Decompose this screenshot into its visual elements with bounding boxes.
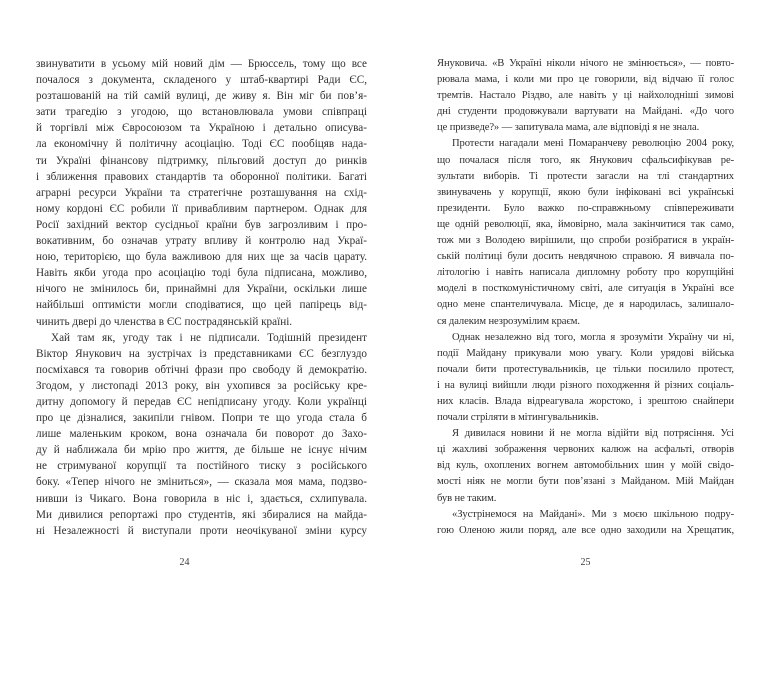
page-number: 25 <box>580 557 591 568</box>
text-line: звинуватити в усьому мій новий дім — Брюссель, тому що все <box>36 58 367 70</box>
text-line: Протести нагадали мені Помаранчеву революцію 2004 року, <box>452 138 734 150</box>
text-line: ській політиці були досить невдячною справою. Я вивчала по- <box>437 251 734 263</box>
text-line: «Зустрінемося на Майдані». Ми з моєю шкільною подру- <box>452 508 734 520</box>
text-line: літологію і навіть написала дипломну роботу про корупційні <box>437 267 734 279</box>
text-line: зати трагедію з угодою, що встановлювала умови співпраці <box>36 106 367 119</box>
text-line: посміхався та говорив обтічні фрази про свободу й демократію. <box>36 363 367 376</box>
text-line: лише маленьким кроком, вона означала би поворот до Захо- <box>36 428 367 441</box>
text-line: зультати виборів. Ті протести загасли на тлі стандартних <box>437 170 734 182</box>
text-line: президенти. Було важко по-справжньому співпереживати <box>437 202 734 214</box>
text-line: нивши із Чикаго. Вона говорила в ніс і, здається, схлипувала. <box>36 492 367 505</box>
text-line: боку. «Тепер нічого не зміниться», — сказала моя мама, подзво- <box>36 476 367 489</box>
text-line: Януковича. «В Україні ніколи нічого не змінюється», — повто- <box>437 58 734 69</box>
text-line: Навіть якби угода про асоціацію тоді була підписана, можливо, <box>36 267 367 280</box>
page-24 <box>36 56 367 568</box>
text-line: і на вулиці вийшли люди різного походження й різних соціаль- <box>437 379 734 391</box>
text-line: найбільші оптимісти могли сподіватися, що цей папірець від- <box>36 299 367 312</box>
text-line: почалося з документа, складеного у штаб-квартирі Ради ЄС, <box>36 74 367 87</box>
text-line: від куль, охоплених вогнем автомобільних шин у моїй свідо- <box>437 460 734 472</box>
text-line: ся далеким незрозумілим краєм. <box>437 315 580 327</box>
text-line: тож ми з Володею вирішили, що спроби розібратися в україн- <box>437 235 734 247</box>
text-line: дні студенти продовжували вартувати на Майдані. «До чого <box>437 106 734 118</box>
text-line: Згодом, у листопаді 2013 року, він ухопився за російську кре- <box>36 379 367 392</box>
text-line: моделі в посткомуністичному світі, але ситуація в Україні все <box>437 283 734 295</box>
text-line: ною, територією, що була важливою для них ще за часів царату. <box>36 251 367 264</box>
text-line: гою Оленою жили поряд, але все одно заходили на Хрещатик, <box>437 524 734 536</box>
text-line: рювала мама, і коли ми про це говорили, від відчаю її голос <box>437 74 734 86</box>
text-line: ному кордоні ЄС робили її привабливим партнером. Однак для <box>36 202 367 215</box>
text-line: Однак незалежно від того, могла я зрозуміти Україну чи ні, <box>452 331 734 343</box>
text-line: про це дізналися, закипіли гнівом. Попри те що угода стала б <box>36 412 367 425</box>
text-line: ці жахливі зображення червоних калюж на асфальті, отворів <box>437 444 734 456</box>
text-line: них класів. Влада відреагувала жорстоко, і зрештою снайпери <box>437 395 734 407</box>
page-24-text <box>36 56 367 539</box>
text-line: події Майдану прикували мою увагу. Коли урядові війська <box>437 347 734 359</box>
text-line: це призведе?» — запитувала мама, але відповіді я не знала. <box>437 122 700 134</box>
text-line: почали стріляти в мітингувальників. <box>437 412 599 424</box>
text-line: ні Незалежності й виступали проти неочікуваної зміни курсу <box>36 524 367 537</box>
text-line: розташованій на тій самій вулиці, де живу я. Він міг би пов’я- <box>36 90 367 103</box>
text-line: дитну допомогу й передав ЄС непідписану угоду. Коли українці <box>36 395 367 408</box>
page-25-text <box>437 56 734 539</box>
text-line: ду й наближала би мрію про життя, де більше не існує нічим <box>36 444 367 457</box>
text-line: почали бити протестувальників, це тільки посилило протест, <box>437 363 734 375</box>
text-line: Хай там як, угоду так і не підписали. Тодішній президент <box>51 331 367 344</box>
text-line: тремтів. Настало Різдво, але навіть у ці найхолодніші зимові <box>437 90 734 102</box>
text-line: мості ніяк не могли бути пов’язані з Майданом. Мій Майдан <box>437 476 734 488</box>
text-line: Ми дивилися репортажі про студентів, які збиралися на майда- <box>36 508 367 521</box>
page-25 <box>437 56 734 568</box>
text-line: нічого не змінилось би, принаймні для України, оскільки лише <box>36 283 367 296</box>
text-line: одно мене спантеличувала. Місце, де я народилась, залишало- <box>437 299 734 311</box>
text-line: чинить двері до членства в ЄС пострадянській країні. <box>36 315 293 328</box>
text-line: ла економічну й політичну асоціацію. Тоді ЄС пообіцяв нада- <box>36 138 367 151</box>
text-line: Росії західний вектор сусідньої країни був загрозливим і про- <box>36 218 367 231</box>
text-line: Я дивилася новини й не могла відійти від потрясіння. Усі <box>452 428 734 440</box>
text-line: звинувачень у корупції, якою були інфіковані всі українські <box>437 186 734 198</box>
text-line: не стримуваної корупції та постійного тиску з російського <box>36 460 367 473</box>
text-line: аграрні ресурси України та стратегічне розташування на схід- <box>36 186 367 199</box>
text-line: ти Україні фінансову підтримку, пільговий доступ до ринків <box>36 154 367 167</box>
text-line: що почалася після того, як Янукович сфальсифікував ре- <box>437 154 734 166</box>
text-line: й торгівлі між Євросоюзом та Україною і детально описува- <box>36 122 367 135</box>
text-line: був не таким. <box>437 492 497 504</box>
text-line: і зближення правових стандартів та оборонної політики. Багаті <box>36 170 367 183</box>
page-number: 24 <box>179 557 190 568</box>
text-line: ще одній революції, яка, ймовірно, мала закінчитися так само, <box>437 218 734 230</box>
text-line: вокативним, бо означав утрату впливу й контролю над Украї- <box>36 235 367 248</box>
text-line: Віктор Янукович на зустрічах із представниками ЄС безглуздо <box>36 347 367 360</box>
